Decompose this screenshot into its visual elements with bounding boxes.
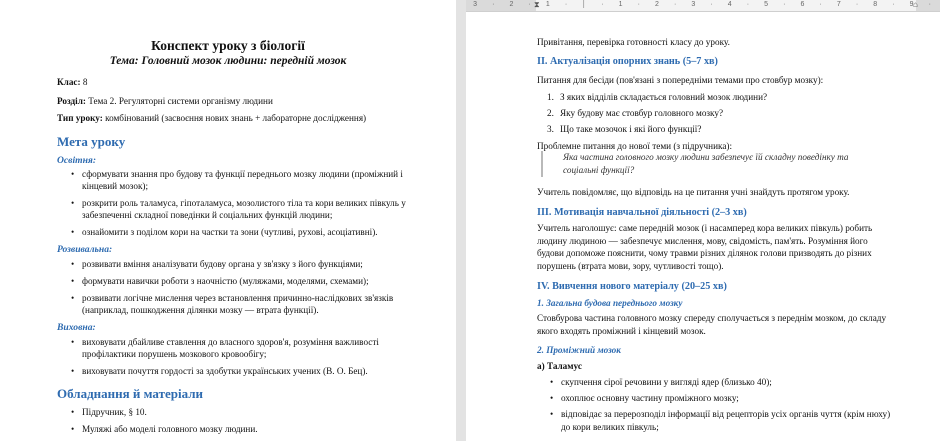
- bullet-icon: •: [550, 377, 554, 387]
- bullet-icon: •: [71, 276, 75, 286]
- equipment-heading: Обладнання й матеріали: [57, 386, 203, 401]
- list-item: • охоплює основну частину проміжного мозку;: [550, 393, 739, 403]
- list-item: • відповідає за перерозподіл інформації від рецепторів усіх органів чуття (крім нюху): [550, 409, 891, 419]
- list-item-continuation: кінцевий мозок);: [82, 181, 149, 191]
- section-2-intro: Питання для бесіди (пов'язані з попередніми темами про стовбур мозку):: [537, 75, 824, 85]
- question-item: 1. З яких відділів складається головний мозок людини?: [547, 92, 768, 102]
- list-item-continuation: (наприклад, пошкодження ділянки мозку — втрата функції).: [82, 305, 319, 315]
- bullet-icon: •: [71, 366, 75, 376]
- list-item: • скупчення сірої речовини у вигляді ядер (близько 40);: [550, 377, 772, 387]
- list-item: • формувати навички роботи з наочністю (муляжами, моделями, схемами);: [71, 276, 369, 286]
- list-item-continuation: забезпеченні складної поведінки й соціальних функцій людини;: [82, 210, 333, 220]
- quote-line: Яка частина головного мозку людини забезпечує їй складну поведінку та: [563, 152, 849, 162]
- quote-line: соціальні функції?: [563, 165, 635, 175]
- subsection-1-paragraph: Стовбурова частина головного мозку спереду сполучається з переднім мозком, до складу якого входять проміжний і кінцевий мозок.: [537, 313, 887, 336]
- dev-heading: Розвивальна:: [57, 244, 113, 255]
- section-3-heading: III. Мотивація навчальної діяльності (2–3 хв): [537, 207, 747, 218]
- list-item: • виховувати почуття гордості за здобутки українських учених (В. О. Бец).: [71, 366, 368, 376]
- class-value: 8: [80, 77, 88, 87]
- document-page-left: [0, 0, 456, 441]
- bullet-icon: •: [71, 424, 75, 434]
- list-item: • розвивати логічне мислення через встановлення причинно-наслідкових зв'язків: [71, 293, 394, 303]
- list-item-continuation: до кори великих півкуль;: [561, 422, 659, 432]
- bullet-icon: •: [71, 337, 75, 347]
- bullet-icon: •: [71, 293, 75, 303]
- bullet-icon: •: [71, 227, 75, 237]
- list-item: • виховувати дбайливе ставлення до власного здоров'я, розуміння важливості: [71, 337, 379, 347]
- list-item: • Підручник, § 10.: [71, 407, 147, 417]
- doc-title: Конспект уроку з біології: [151, 38, 305, 53]
- greeting-line: Привітання, перевірка готовності класу до уроку.: [537, 37, 730, 47]
- section-2-heading: II. Актуалізація опорних знань (5–7 хв): [537, 56, 718, 67]
- section-4-heading: IV. Вивчення нового матеріалу (20–25 хв): [537, 281, 727, 292]
- section-line: [57, 95, 273, 108]
- ruler-ticks: 3 · 2 · 1 · │ · 1 · 2 · 3 · 4 · 5 · 6 · 7 · 8 · 9 ·: [473, 1, 931, 8]
- indent-marker-icon[interactable]: ⧗: [534, 0, 540, 9]
- list-item: • сформувати знання про будову та функції переднього мозку людини (проміжний і: [71, 169, 403, 179]
- upb-heading: Виховна:: [57, 322, 96, 333]
- teacher-note: Учитель повідомляє, що відповідь на це питання учні знайдуть протягом уроку.: [537, 187, 850, 197]
- doc-subtitle: Тема: Головний мозок людини: передній мозок: [109, 55, 347, 67]
- bullet-icon: •: [71, 198, 75, 208]
- bullet-icon: •: [71, 407, 75, 417]
- horizontal-ruler[interactable]: [466, 0, 940, 12]
- list-item: • ознайомити з поділом кори на частки та зони (чутливі, рухові, асоціативні).: [71, 227, 378, 237]
- type-value: комбінований (засвоєння нових знань + лабораторне дослідження): [102, 113, 367, 123]
- subsection-1-heading: 1. Загальна будова переднього мозку: [537, 298, 683, 308]
- lesson-type-line: [57, 112, 366, 125]
- goal-heading: Мета уроку: [57, 134, 126, 149]
- section-value: Тема 2. Регуляторні системи організму людини: [85, 96, 273, 106]
- right-indent-marker-icon[interactable]: ⌂: [913, 0, 918, 9]
- list-item: • розвивати вміння аналізувати будову органа у зв'язку з його функціями;: [71, 259, 363, 269]
- bullet-icon: •: [71, 259, 75, 269]
- list-item: • Муляжі або моделі головного мозку людини.: [71, 424, 258, 434]
- list-item-continuation: профілактики порушень мозкового кровообігу;: [82, 349, 267, 359]
- class-line: [57, 76, 87, 89]
- question-item: 2. Яку будову має стовбур головного мозку?: [547, 108, 724, 118]
- question-item: 3. Що таке мозочок і які його функції?: [547, 124, 702, 134]
- bullet-icon: •: [550, 409, 554, 419]
- class-label: Клас:: [57, 77, 81, 87]
- bullet-icon: •: [71, 169, 75, 179]
- type-label: Тип уроку:: [57, 113, 103, 123]
- edu-heading: Освітня:: [57, 155, 97, 166]
- subsection-2-heading: 2. Проміжний мозок: [537, 345, 621, 355]
- section-label: Розділ:: [57, 96, 86, 106]
- bullet-icon: •: [550, 393, 554, 403]
- thalamus-heading: а) Таламус: [537, 361, 582, 371]
- section-3-paragraph: Учитель наголошує: саме передній мозок (і насамперед кора великих півкуль) робить людину людиною — забезпечує мислення, мову, свідомість, пам'ять. Розуміння його будови допоможе пояснити, чому травми різних ділянок голови призводять до різних порушень (втрата мови, зору, чутливості тощо).: [537, 223, 873, 271]
- list-item: • розкрити роль таламуса, гіпоталамуса, мозолистого тіла та кори великих півкуль у: [71, 198, 406, 208]
- problem-intro: Проблемне питання до нової теми (з підручника):: [537, 141, 733, 151]
- problem-quote: [541, 151, 903, 177]
